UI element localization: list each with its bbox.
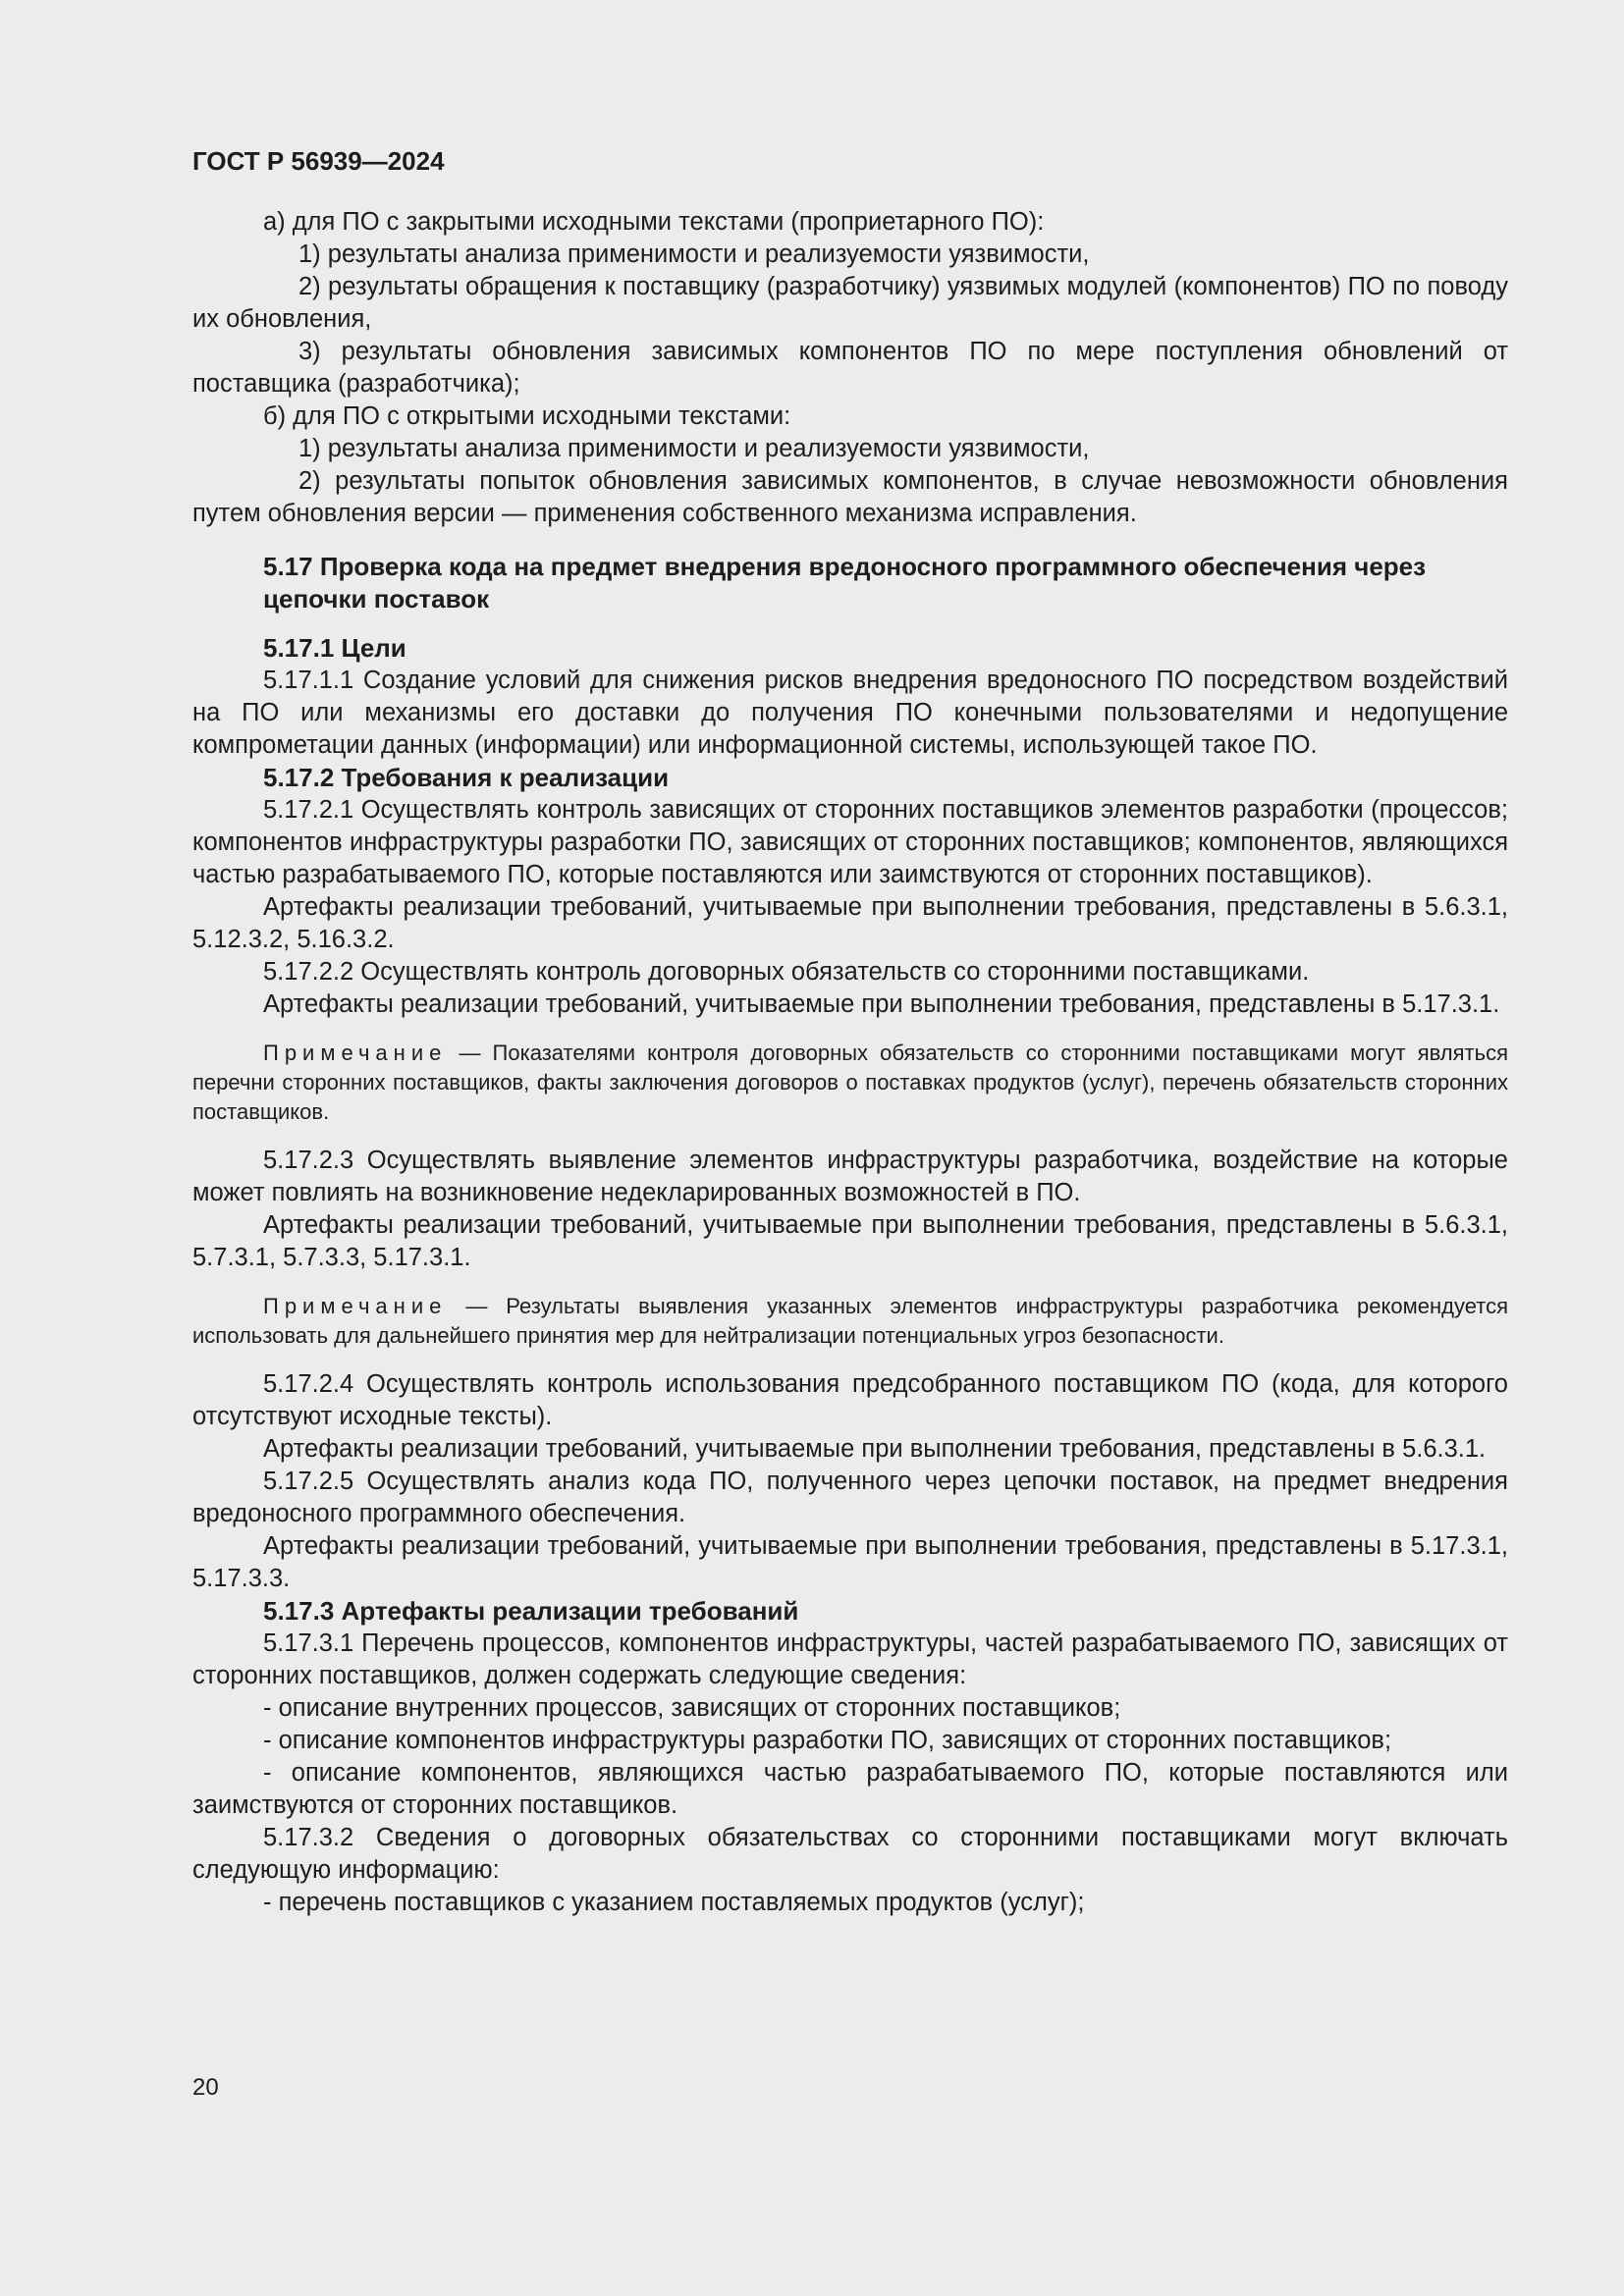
dash-list-item: - описание внутренних процессов, зависящих от сторонних поставщиков; — [263, 1694, 1121, 1722]
note-text: — Показателями контроля договорных обязательств со сторонними поставщиками могут являться перечни сторонних поставщиков, факты заключения договоров о поставках продуктов (услуг), перечень обязательств сторонних поставщиков. — [192, 1041, 1508, 1124]
list-item-b1: 1) результаты анализа применимости и реализуемости уязвимости, — [298, 435, 1090, 462]
dash-list-item: - описание компонентов инфраструктуры разработки ПО, зависящих от сторонних поставщиков; — [263, 1727, 1392, 1754]
dash-list-item: - описание компонентов, являющихся частью разрабатываемого ПО, которые поставляются или заимствуются от сторонних поставщиков. — [192, 1759, 1508, 1819]
list-item-b2: 2) результаты попыток обновления зависимых компонентов, в случае невозможности обновления путем обновления версии — применения собственного механизма исправления. — [192, 467, 1508, 527]
paragraph-5-17-1-1: 5.17.1.1 Создание условий для снижения рисков внедрения вредоносного ПО посредством воздействий на ПО или механизмы его доставки до получения ПО конечными пользователями и недопущение компрометации данных (информации) или информационной системы, использующей такое ПО. — [192, 667, 1508, 759]
dash-list-item: - перечень поставщиков с указанием поставляемых продуктов (услуг); — [263, 1889, 1085, 1916]
note-label: Примечание — [263, 1294, 448, 1318]
artifacts-paragraph: Артефакты реализации требований, учитываемые при выполнении требования, представлены в 5.6.3.1. — [263, 1435, 1487, 1463]
document-page — [192, 145, 1508, 1919]
subsection-heading-5-17-3: 5.17.3 Артефакты реализации требований — [263, 1596, 799, 1626]
artifacts-paragraph: Артефакты реализации требований, учитываемые при выполнении требования, представлены в 5.6.3.1, 5.12.3.2, 5.16.3.2. — [192, 893, 1508, 953]
paragraph-5-17-2-3: 5.17.2.3 Осуществлять выявление элементов инфраструктуры разработчика, воздействие на которые может повлиять на возникновение недекларированных возможностей в ПО. — [192, 1147, 1508, 1206]
subsection-heading-5-17-2: 5.17.2 Требования к реализации — [263, 763, 670, 792]
artifacts-paragraph: Артефакты реализации требований, учитываемые при выполнении требования, представлены в 5.6.3.1, 5.7.3.1, 5.7.3.3, 5.17.3.1. — [192, 1211, 1508, 1271]
artifacts-paragraph: Артефакты реализации требований, учитываемые при выполнении требования, представлены в 5.17.3.1. — [263, 990, 1500, 1018]
list-item-a1: 1) результаты анализа применимости и реализуемости уязвимости, — [298, 240, 1090, 268]
note-2 — [192, 1292, 1508, 1351]
page-number: 20 — [192, 2074, 219, 2101]
subsection-heading-5-17-1: 5.17.1 Цели — [263, 633, 406, 663]
note-text: — Результаты выявления указанных элементов инфраструктуры разработчика рекомендуется использовать для дальнейшего принятия мер для нейтрализации потенциальных угроз безопасности. — [192, 1294, 1508, 1348]
list-item-b: б) для ПО с открытыми исходными текстами: — [263, 402, 791, 430]
list-item-a3: 3) результаты обновления зависимых компонентов ПО по мере поступления обновлений от поставщика (разработчика); — [192, 338, 1508, 398]
note-1 — [192, 1039, 1508, 1127]
paragraph-5-17-3-1: 5.17.3.1 Перечень процессов, компонентов инфраструктуры, частей разрабатываемого ПО, зависящих от сторонних поставщиков, должен содержать следующие сведения: — [192, 1629, 1508, 1689]
paragraph-5-17-3-2: 5.17.3.2 Сведения о договорных обязательствах со сторонними поставщиками могут включать следующую информацию: — [192, 1824, 1508, 1884]
paragraph-5-17-2-5: 5.17.2.5 Осуществлять анализ кода ПО, полученного через цепочки поставок, на предмет внедрения вредоносного программного обеспечения. — [192, 1468, 1508, 1527]
paragraph-5-17-2-2: 5.17.2.2 Осуществлять контроль договорных обязательств со сторонними поставщиками. — [263, 958, 1310, 986]
paragraph-5-17-2-4: 5.17.2.4 Осуществлять контроль использования предсобранного поставщиком ПО (кода, для которого отсутствуют исходные тексты). — [192, 1370, 1508, 1430]
paragraph-5-17-2-1: 5.17.2.1 Осуществлять контроль зависящих от сторонних поставщиков элементов разработки (процессов; компонентов инфраструктуры разработки ПО, зависящих от сторонних поставщиков; компонентов, являющихся частью разрабатываемого ПО, которые поставляются или заимствуются от сторонних поставщиков). — [192, 796, 1508, 888]
note-label: Примечание — [263, 1041, 448, 1065]
document-id-header: ГОСТ Р 56939—2024 — [192, 146, 445, 176]
list-item-a: а) для ПО с закрытыми исходными текстами (проприетарного ПО): — [263, 208, 1045, 236]
list-item-a2: 2) результаты обращения к поставщику (разработчику) уязвимых модулей (компонентов) ПО по поводу их обновления, — [192, 273, 1508, 333]
section-heading-5-17: 5.17 Проверка кода на предмет внедрения вредоносного программного обеспечения через цепочки поставок — [263, 552, 1427, 614]
artifacts-paragraph: Артефакты реализации требований, учитываемые при выполнении требования, представлены в 5.17.3.1, 5.17.3.3. — [192, 1532, 1508, 1592]
